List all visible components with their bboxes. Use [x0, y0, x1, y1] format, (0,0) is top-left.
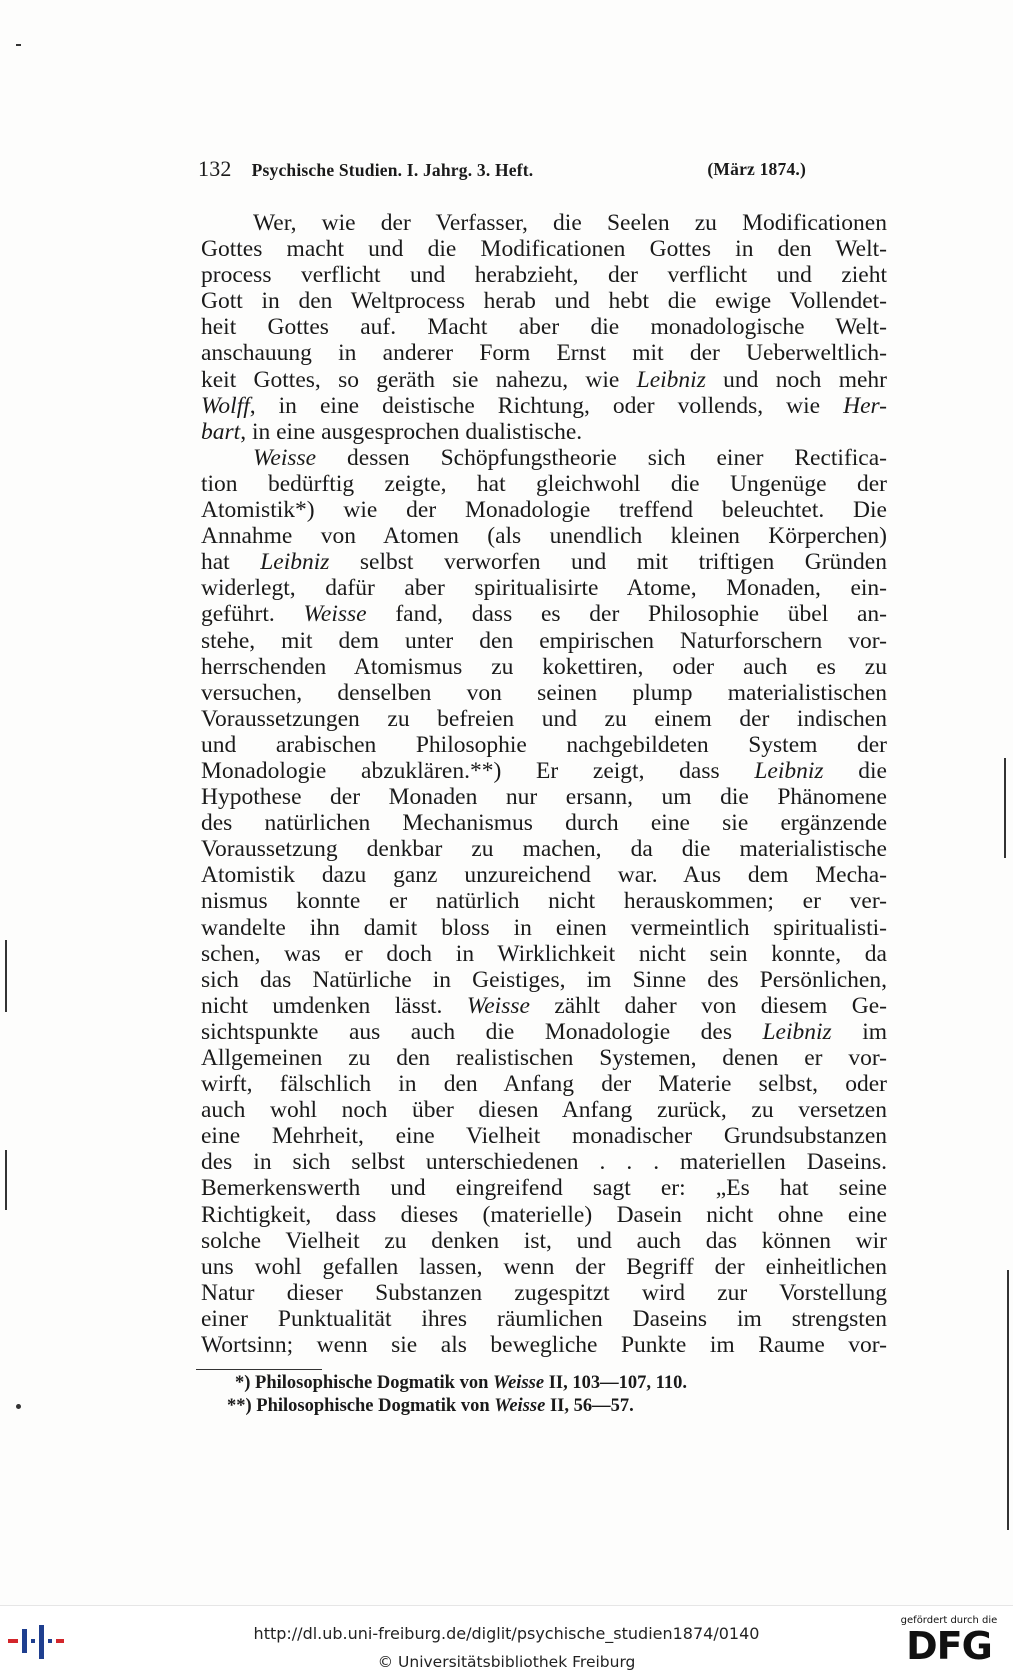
- text-line: stehe, mit dem unter den empirischen Naturforschern vor-: [201, 627, 887, 654]
- footnote: **) Philosophische Dogmatik von Weisse II, 56—57.: [227, 1396, 634, 1416]
- text-line: Gott in den Weltprocess herab und hebt die ewige Vollendet-: [201, 288, 887, 315]
- text-line: und arabischen Philosophie nachgebildeten System der: [201, 731, 887, 758]
- text-line: Voraussetzung denkbar zu machen, da die materialistische: [201, 836, 887, 863]
- body-text: [201, 210, 887, 1358]
- text-line: Gottes macht und die Modificationen Gottes in den Welt-: [201, 236, 887, 263]
- text-line: tion bedürftig zeigte, hat gleichwohl die Ungenüge der: [201, 470, 887, 497]
- text-line: bart, in eine ausgesprochen dualistische.: [201, 418, 583, 445]
- text-line: Weisse dessen Schöpfungstheorie sich einer Rectifica-: [253, 444, 887, 471]
- text-line: auch wohl noch über diesen Anfang zurück, zu versetzen: [201, 1097, 887, 1124]
- running-header: [198, 156, 818, 182]
- text-line: einer Punktualität ihres räumlichen Daseins im strengsten: [201, 1305, 887, 1332]
- text-line: Bemerkenswerth und eingreifend sagt er: „Es hat seine: [201, 1175, 887, 1202]
- text-line: keit Gottes, so geräth sie nahezu, wie Leibniz und noch mehr: [201, 366, 888, 393]
- text-line: anschauung in anderer Form Ernst mit der Ueberweltlich-: [201, 340, 887, 367]
- scan-mark: [5, 1150, 7, 1210]
- text-line: Wer, wie der Verfasser, die Seelen zu Modificationen: [253, 210, 887, 236]
- text-line: uns wohl gefallen lassen, wenn der Begriff der einheitlichen: [201, 1253, 887, 1280]
- text-line: Hypothese der Monaden nur ersann, um die Phänomene: [201, 784, 887, 811]
- page-number: 132: [198, 156, 232, 181]
- text-line: versuchen, denselben von seinen plump materialistischen: [201, 679, 887, 706]
- text-line: Monadologie abzuklären.**) Er zeigt, dass Leibniz die: [201, 757, 887, 784]
- scan-mark: [5, 940, 7, 1012]
- text-line: herrschenden Atomismus zu kokettiren, oder auch es zu: [201, 653, 887, 680]
- copyright-notice: © Universitätsbibliothek Freiburg: [377, 1653, 636, 1671]
- dfg-logo: [893, 1615, 1005, 1666]
- text-line: Richtigkeit, dass dieses (materielle) Dasein nicht ohne eine: [201, 1201, 887, 1228]
- scan-mark: [16, 44, 21, 46]
- text-line: heit Gottes auf. Macht aber die monadologische Welt-: [201, 314, 887, 341]
- text-line: Voraussetzungen zu befreien und zu einem der indischen: [201, 705, 887, 732]
- text-line: Wortsinn; wenn sie als bewegliche Punkte im Raume vor-: [201, 1332, 887, 1359]
- text-line: Annahme von Atomen (als unendlich kleinen Körperchen): [201, 523, 887, 550]
- text-line: wirft, fälschlich in den Anfang der Materie selbst, oder: [201, 1071, 887, 1098]
- text-line: solche Vielheit zu denken ist, und auch das können wir: [201, 1227, 887, 1254]
- scan-mark: [1007, 1270, 1009, 1530]
- text-line: geführt. Weisse fand, dass es der Philosophie übel an-: [201, 601, 887, 628]
- issue-date: (März 1874.): [707, 159, 806, 179]
- text-line: Wolff, in eine deistische Richtung, oder vollends, wie Her-: [201, 392, 887, 419]
- text-line: nicht umdenken lässt. Weisse zählt daher von diesem Ge-: [201, 992, 887, 1019]
- footnotes: [227, 1372, 687, 1418]
- text-line: hat Leibniz selbst verworfen und mit triftigen Gründen: [201, 549, 887, 576]
- dfg-wordmark: DFG: [906, 1624, 992, 1668]
- text-line: nismus konnte er natürlich nicht herauskommen; er ver-: [201, 888, 887, 915]
- footnote: *) Philosophische Dogmatik von Weisse II, 103—107, 110.: [235, 1373, 687, 1393]
- text-line: widerlegt, dafür aber spiritualisirte Atome, Monaden, ein-: [201, 575, 887, 602]
- text-line: Natur dieser Substanzen zugespitzt wird zur Vorstellung: [201, 1279, 887, 1306]
- text-line: des natürlichen Mechanismus durch eine sie ergänzende: [201, 810, 887, 837]
- footnote-divider: [196, 1369, 322, 1370]
- text-line: des in sich selbst unterschiedenen . . . materiellen Daseins.: [201, 1149, 887, 1176]
- text-line: process verflicht und herabzieht, der verflicht und zieht: [201, 262, 887, 289]
- scan-mark: [16, 1404, 21, 1409]
- text-line: Atomistik dazu ganz unzureichend war. Aus dem Mecha-: [201, 862, 887, 889]
- text-line: eine Mehrheit, eine Vielheit monadischer Grundsubstanzen: [201, 1123, 887, 1150]
- dfg-caption: gefördert durch die: [900, 1615, 998, 1626]
- scan-mark: [1004, 758, 1006, 858]
- viewer-footer: [0, 1605, 1013, 1678]
- text-line: schen, was er doch in Wirklichkeit nicht sein konnte, da: [201, 940, 887, 967]
- text-line: Allgemeinen zu den realistischen Systemen, denen er vor-: [201, 1045, 887, 1071]
- text-line: wandelte ihn damit bloss in einen vermeintlich spiritualisti-: [201, 914, 887, 941]
- text-line: sichtspunkte aus auch die Monadologie des Leibniz im: [201, 1018, 888, 1045]
- running-title: Psychische Studien. I. Jahrg. 3. Heft.: [251, 160, 534, 180]
- text-line: sich das Natürliche in Geistiges, im Sinne des Persönlichen,: [201, 966, 887, 993]
- permalink-url[interactable]: http://dl.ub.uni-freiburg.de/diglit/psychische_studien1874/0140: [253, 1624, 760, 1643]
- text-line: Atomistik*) wie der Monadologie treffend beleuchtet. Die: [201, 497, 887, 524]
